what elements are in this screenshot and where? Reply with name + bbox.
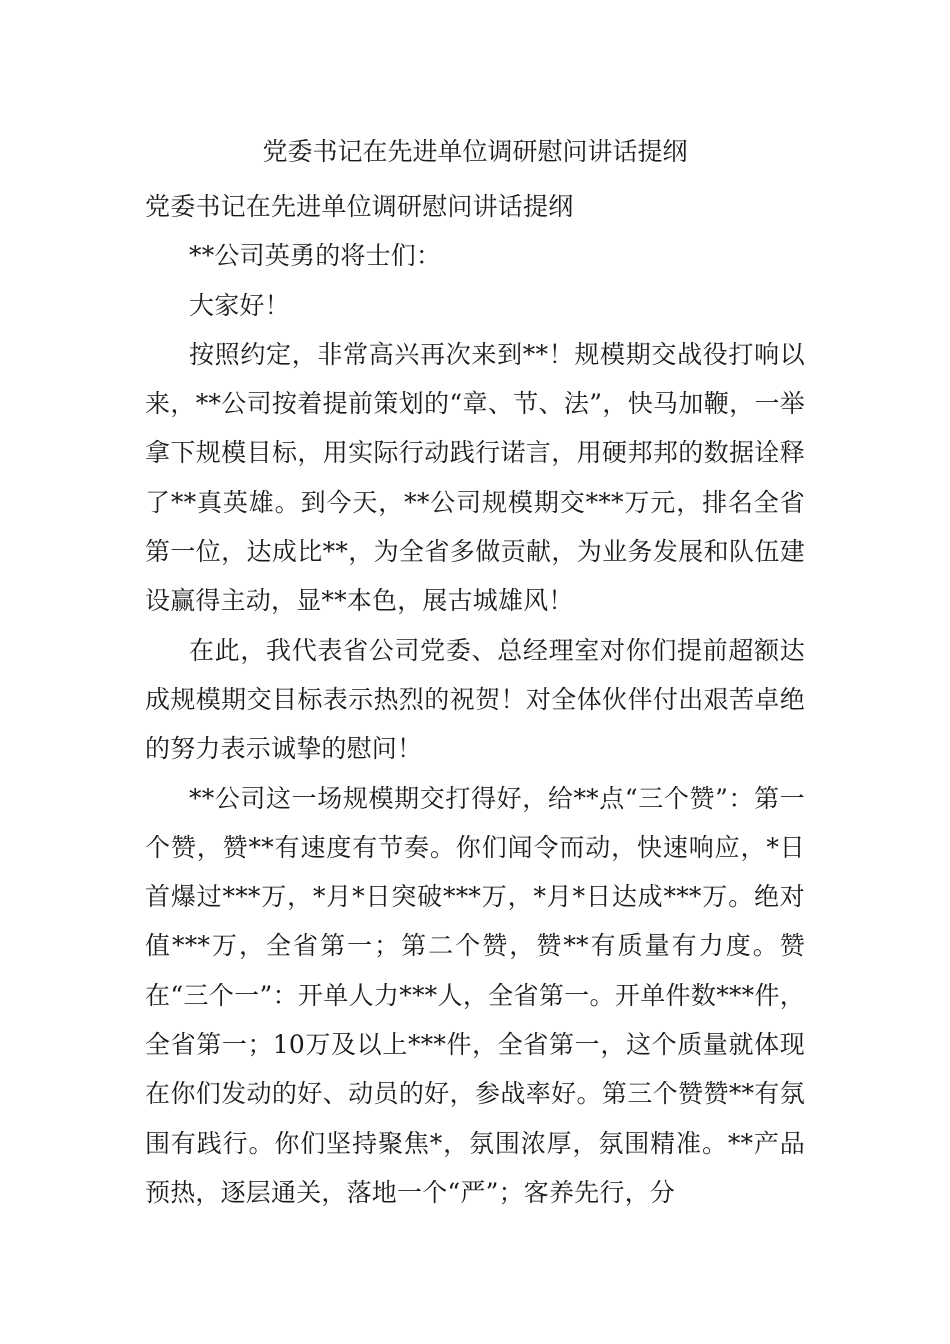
paragraph: 在此，我代表省公司党委、总经理室对你们提前超额达成规模期交目标表示热烈的祝贺！对全体伙伴付出艰苦卓绝的努力表示诚挚的慰问！ — [145, 635, 805, 764]
document-subtitle: 党委书记在先进单位调研慰问讲话提纲 — [145, 192, 574, 221]
salutation: **公司英勇的将士们： — [189, 241, 442, 271]
paragraph: 按照约定，非常高兴再次来到**！规模期交战役打响以来，**公司按着提前策划的“章、节、法”，快马加鞭，一举拿下规模目标，用实际行动践行诺言，用硬邦邦的数据诠释了**真英雄。到今天，**公司规模期交***万元，排名全省第一位，达成比**，为全省多做贡献，为业务发展和队伍建设赢得主动，显**本色，展古城雄风！ — [145, 339, 805, 616]
document-title: 党委书记在先进单位调研慰问讲话提纲 — [262, 137, 688, 166]
greeting: 大家好！ — [189, 290, 290, 320]
document-body — [145, 182, 805, 1217]
paragraph: **公司这一场规模期交打得好，给**点“三个赞”：第一个赞，赞**有速度有节奏。你们闻令而动，快速响应，*日首爆过***万，*月*日突破***万，*月*日达成***万。绝对值***万，全省第一；第二个赞，赞**有质量有力度。赞在“三个一”：开单人力***人，全省第一。开单件数***件，全省第一；10万及以上***件，全省第一，这个质量就体现在你们发动的好、动员的好，参战率好。第三个赞赞**有氛围有践行。你们坚持聚焦*，氛围浓厚，氛围精准。**产品预热，逐层通关，落地一个“严”；客养先行，分 — [145, 783, 805, 1207]
